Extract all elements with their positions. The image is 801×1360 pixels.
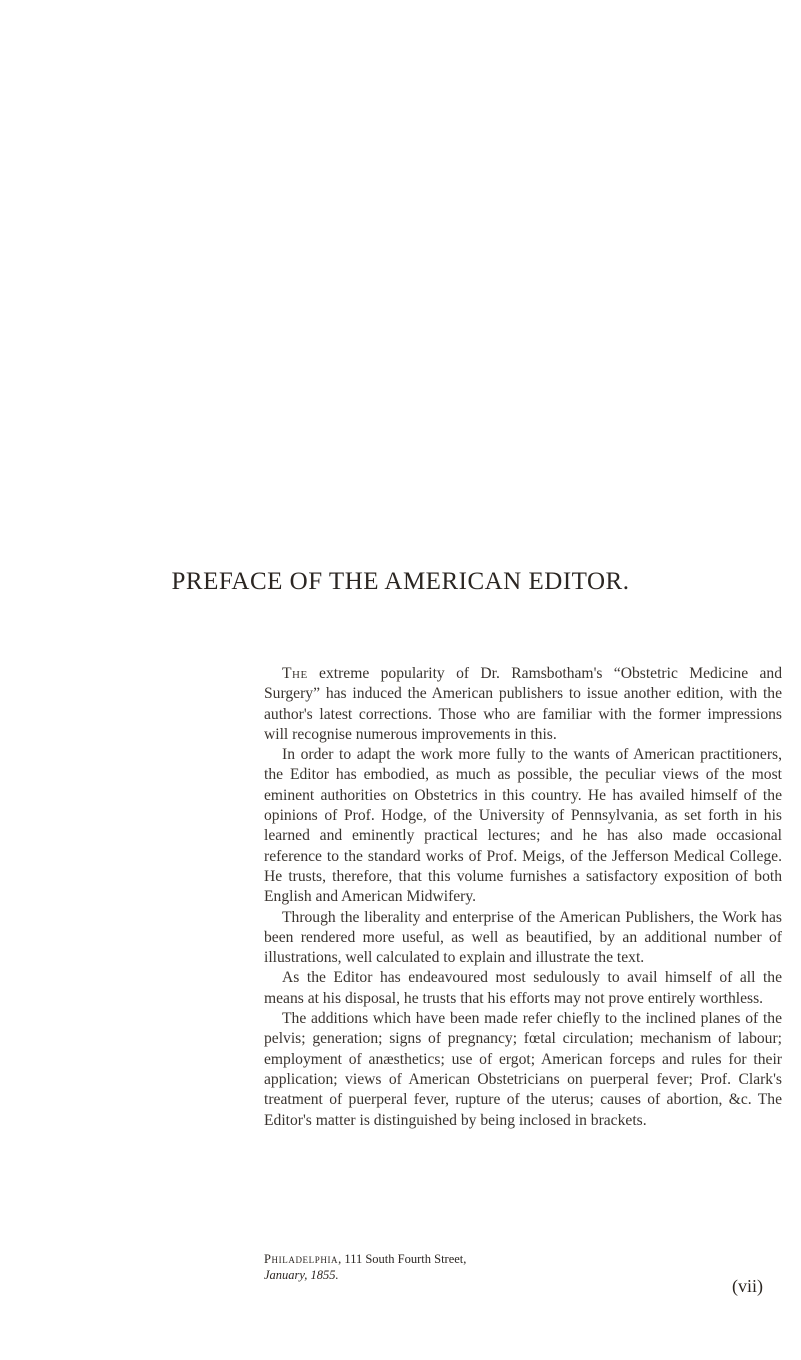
page-number: (vii) bbox=[732, 1276, 763, 1296]
paragraph-2: In order to adapt the work more fully to the wants of American practitioners, the Editor has embodied, as much as possible, the peculiar views of the most eminent authorities on Obstetrics in this country. He has availed himself of the opinions of Prof. Hodge, of the University of Pennsylvania, as set forth in his learned and eminently practical lectures; and he has also made occasional reference to the standard works of Prof. Meigs, of the Jefferson Medical College. He trusts, therefore, that this volume furnishes a satisfactory exposition of both English and American Midwifery. bbox=[264, 746, 782, 906]
page-title: PREFACE OF THE AMERICAN EDITOR. bbox=[171, 568, 630, 595]
paragraph-4: As the Editor has endeavoured most sedulously to avail himself of all the means at his disposal, he trusts that his efforts may not prove entirely worthless. bbox=[264, 969, 782, 1007]
paragraph-text: extreme popularity of Dr. Ramsbotham's “Obstetric Medicine and Surgery” has induced the American publishers to issue another edition, with the author's latest corrections. Those who are familiar with the former impressions will recognise numerous improvements in this. bbox=[264, 665, 782, 743]
preface-date: January, 1855. bbox=[264, 1268, 339, 1282]
publisher-city: Philadelphia bbox=[264, 1252, 339, 1266]
paragraph-lead-word: The bbox=[282, 665, 308, 682]
publisher-street: , 111 South Fourth Street, bbox=[338, 1252, 467, 1266]
paragraph-3: Through the liberality and enterprise of the American Publishers, the Work has been rendered more useful, as well as beautified, by an additional number of illustrations, well calculated to explain and illustrate the text. bbox=[264, 908, 782, 967]
paragraph-1 bbox=[264, 664, 782, 745]
preface-body bbox=[264, 664, 782, 1131]
publisher-address bbox=[264, 1252, 466, 1267]
paragraph-5: The additions which have been made refer chiefly to the inclined planes of the pelvis; generation; signs of pregnancy; fœtal circulation; mechanism of labour; employment of anæsthetics; use of ergot; American forceps and rules for their application; views of American Obstetricians on puerperal fever; Prof. Clark's treatment of puerperal fever, rupture of the uterus; causes of abortion, &c. The Editor's matter is distinguished by being inclosed in brackets. bbox=[264, 1010, 782, 1129]
